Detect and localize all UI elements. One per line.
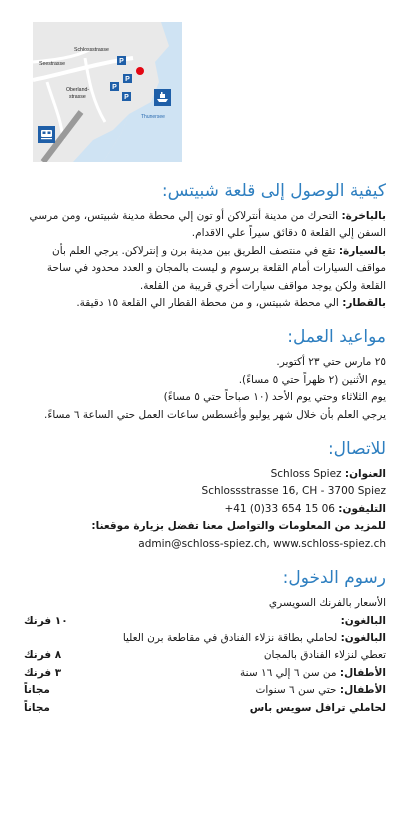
label-oberlandstrasse-1: Oberland-	[66, 87, 90, 93]
label-oberlandstrasse-2: strasse	[69, 94, 86, 100]
parking-icon	[123, 74, 132, 83]
section-contact	[24, 438, 386, 553]
hours-title: مواعيد العمل:	[287, 327, 386, 348]
phone-label: التليفون:	[338, 502, 386, 515]
contact-title: للاتصال:	[327, 439, 386, 460]
section-arrival	[24, 180, 386, 312]
fee-price: مجاناً	[24, 701, 50, 714]
address-label: العنوان:	[344, 468, 386, 481]
label-schlossstrasse: Schlossstrasse	[74, 47, 109, 53]
contact-more-info	[24, 518, 386, 535]
svg-text:P: P	[112, 84, 117, 92]
fee-label: الأطفال:	[339, 666, 386, 679]
document-body	[24, 180, 386, 731]
fee-label: الأطفال:	[339, 684, 386, 697]
address-name: Schloss Spiez	[270, 468, 342, 481]
svg-text:P: P	[124, 94, 129, 102]
svg-text:P: P	[119, 58, 124, 66]
label-thunersee: Thunersee	[141, 114, 165, 120]
fee-row	[24, 613, 386, 630]
location-marker	[136, 67, 144, 75]
fee-label: لحاملي ترافل سويس باس	[249, 701, 386, 714]
contact-phone-line	[24, 501, 386, 518]
boat-icon	[154, 89, 171, 106]
fee-row	[24, 665, 386, 682]
fee-text: لحاملي بطاقة نزلاء الفنادق في مقاطعة برن العليا	[122, 631, 341, 644]
car-text: تقع في منتصف الطريق بين مدينة برن و إنترلاكن. يرجي العلم بأن مواقف السيارات أمام القلعة برسوم و ليست بالمجان و العدد محدود في ساحة القلعة ولكن يوجد مواقف سيارات أخري قريبة من القلعة.	[46, 244, 386, 292]
address-street: Schlossstrasse 16, CH - 3700 Spiez	[201, 485, 386, 498]
fee-label: البالغون:	[340, 631, 386, 644]
fee-row	[24, 700, 386, 717]
fee-price: مجاناً	[24, 684, 50, 697]
fees-intro: الأسعار بالفرنك السويسري	[268, 597, 386, 610]
phone-number[interactable]: +41 (0)33 654 15 06	[224, 502, 335, 515]
fee-text: تعطي لنزلاء الفنادق بالمجان	[263, 649, 386, 662]
fee-text: حتي سن ٦ سنوات	[255, 684, 340, 697]
fee-row	[24, 647, 386, 664]
section-hours	[24, 326, 386, 424]
fee-row	[24, 682, 386, 699]
arrival-title: كيفية الوصول إلى قلعة شبيتس:	[161, 181, 386, 201]
contact-web-links[interactable]: admin@schloss-spiez.ch, www.schloss-spiez.ch	[138, 537, 386, 550]
section-fees	[24, 567, 386, 717]
train-label: بالقطار:	[342, 297, 386, 310]
parking-icon	[122, 92, 131, 101]
svg-text:P: P	[125, 76, 130, 84]
fees-title: رسوم الدخول:	[282, 568, 386, 589]
fee-text: من سن ٦ إلي ١٦ سنة	[240, 666, 340, 679]
more-info-label: للمزيد من المعلومات والتواصل معنا تفضل بزيارة موقعنا:	[91, 520, 386, 533]
hours-line: يرجي العلم بأن خلال شهر يوليو وأغسطس ساعات العمل حتي الساعة ٦ مساءً.	[44, 408, 386, 421]
hours-line: يوم الثلاثاء وحتي يوم الأحد (١٠ صباحاً حتي ٥ مساءً)	[163, 391, 386, 404]
fee-price: ١٠ فرنك	[24, 614, 68, 627]
arrival-boat	[24, 208, 386, 243]
train-text: الي محطة شبيتس، و من محطة القطار الي القلعة ١٥ دقيقة.	[76, 297, 343, 310]
parking-icon	[110, 82, 119, 91]
fee-label: البالغون:	[340, 614, 386, 627]
boat-text: التحرك من مدينة أنترلاكن أو تون إلي محطة مدينة شبيتس، ومن مرسي السفن إلي القلعة ٥ دقائق سيراً علي الاقدام.	[29, 210, 386, 240]
contact-address-line	[24, 466, 386, 483]
hours-line: ٢٥ مارس حتي ٢٣ أكتوبر.	[276, 356, 386, 369]
car-label: بالسيارة:	[338, 244, 386, 257]
arrival-car	[24, 243, 386, 295]
hours-line: يوم الأثنين (٢ ظهراً حتي ٥ مساءً).	[238, 373, 386, 386]
arrival-train	[24, 295, 386, 312]
parking-icon	[117, 56, 126, 65]
location-map	[33, 22, 182, 162]
fee-row	[24, 630, 386, 647]
label-seestrasse: Seestrasse	[39, 61, 65, 67]
train-icon	[38, 126, 55, 143]
fee-price: ٣ فرنك	[24, 666, 62, 679]
boat-label: بالباخرة:	[341, 210, 386, 222]
fee-price: ٨ فرنك	[24, 649, 62, 662]
